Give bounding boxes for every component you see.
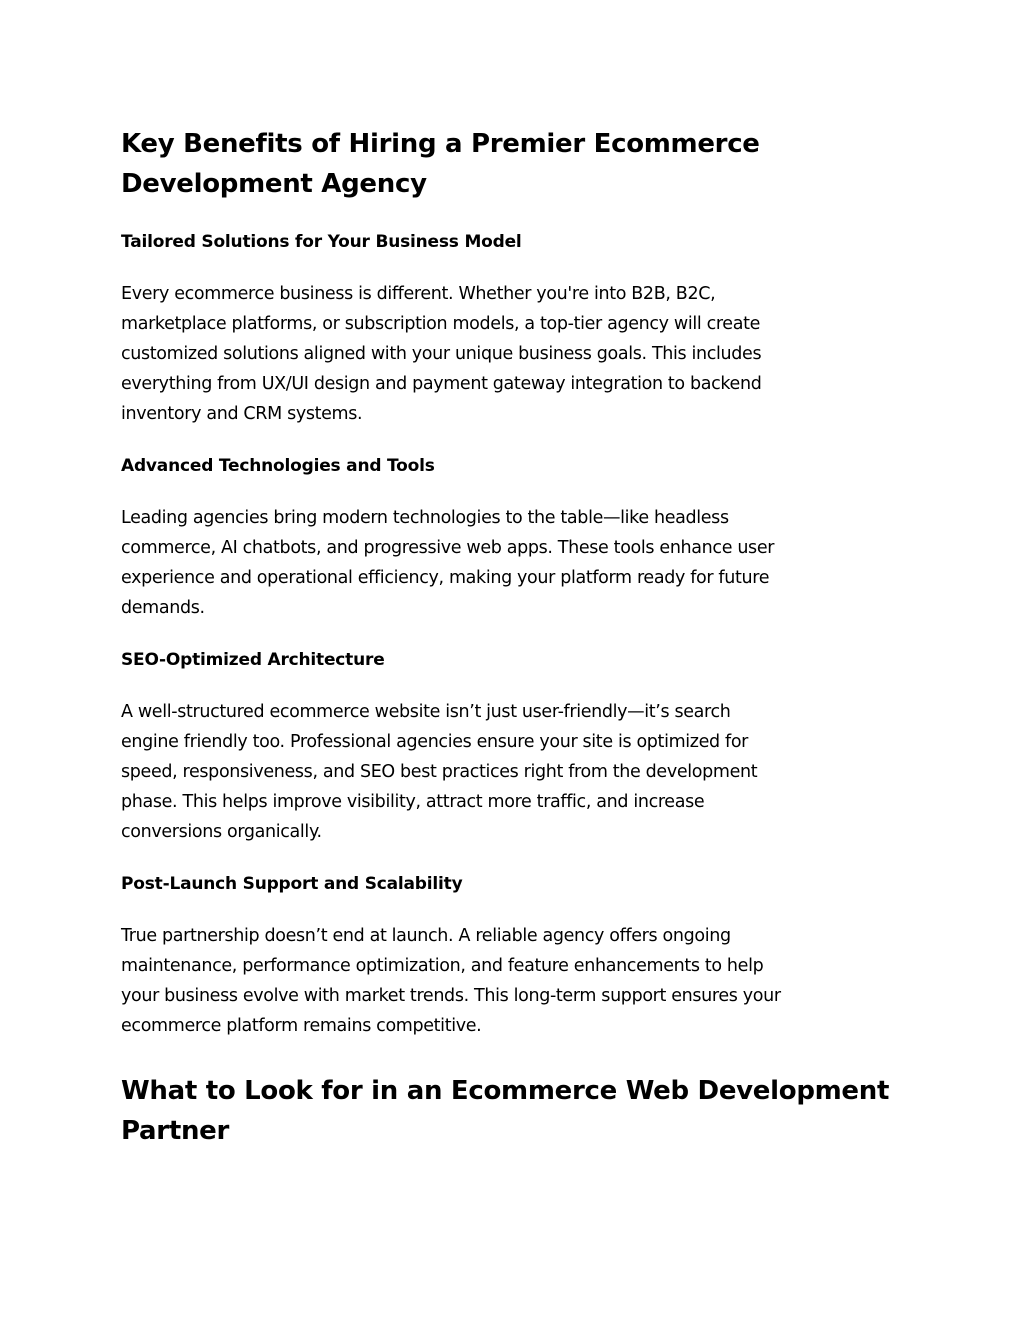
section-title-advanced-technologies: Advanced Technologies and Tools (121, 456, 435, 476)
section-title-tailored-solutions: Tailored Solutions for Your Business Model (121, 232, 522, 252)
body-line: Leading agencies bring modern technologies to the table—like headless (121, 508, 729, 528)
main-heading-line-1: Key Benefits of Hiring a Premier Ecommerce (121, 129, 760, 159)
body-line: True partnership doesn’t end at launch. A reliable agency offers ongoing (121, 926, 731, 946)
body-line: A well-structured ecommerce website isn’t just user-friendly—it’s search (121, 702, 731, 722)
body-line: commerce, AI chatbots, and progressive web apps. These tools enhance user (121, 538, 775, 558)
body-line: engine friendly too. Professional agencies ensure your site is optimized for (121, 732, 749, 752)
next-heading-line-1: What to Look for in an Ecommerce Web Development (121, 1076, 890, 1106)
document-page (121, 124, 911, 1151)
body-line: conversions organically. (121, 822, 322, 842)
main-heading-line-2: Development Agency (121, 169, 427, 199)
section-body-advanced-technologies (121, 503, 911, 623)
body-line: maintenance, performance optimization, and feature enhancements to help (121, 956, 764, 976)
section-body-seo-architecture (121, 697, 911, 847)
body-line: everything from UX/UI design and payment gateway integration to backend (121, 374, 762, 394)
body-line: speed, responsiveness, and SEO best practices right from the development (121, 762, 758, 782)
next-heading-line-2: Partner (121, 1116, 230, 1146)
main-heading (121, 124, 911, 204)
body-line: Every ecommerce business is different. Whether you're into B2B, B2C, (121, 284, 716, 304)
body-line: demands. (121, 598, 205, 618)
body-line: marketplace platforms, or subscription models, a top-tier agency will create (121, 314, 761, 334)
section-title-seo-architecture: SEO-Optimized Architecture (121, 650, 385, 670)
section-body-post-launch-support (121, 921, 911, 1041)
next-heading (121, 1071, 911, 1151)
section-body-tailored-solutions (121, 279, 911, 429)
body-line: customized solutions aligned with your unique business goals. This includes (121, 344, 762, 364)
body-line: ecommerce platform remains competitive. (121, 1016, 482, 1036)
body-line: your business evolve with market trends. This long-term support ensures your (121, 986, 781, 1006)
body-line: phase. This helps improve visibility, attract more traffic, and increase (121, 792, 705, 812)
body-line: experience and operational efficiency, making your platform ready for future (121, 568, 770, 588)
body-line: inventory and CRM systems. (121, 404, 363, 424)
section-title-post-launch-support: Post-Launch Support and Scalability (121, 874, 463, 894)
